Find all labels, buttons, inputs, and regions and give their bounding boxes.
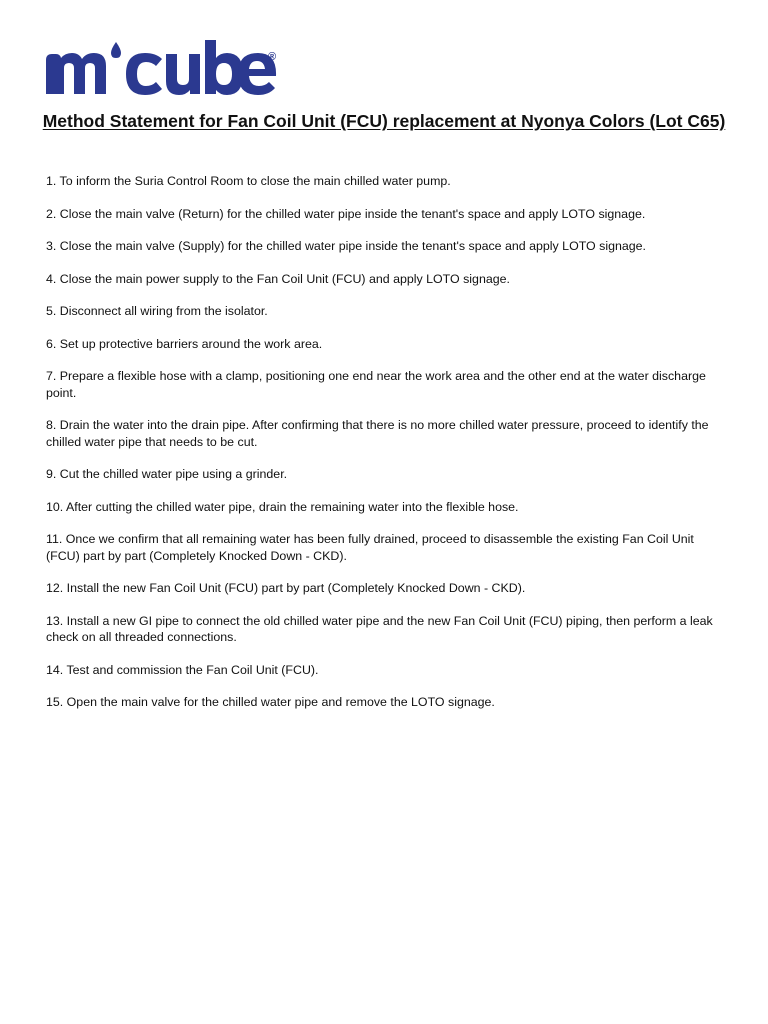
step-item: 5. Disconnect all wiring from the isolator.: [46, 304, 268, 318]
method-steps-list: [46, 173, 724, 727]
step-item: 11. Once we confirm that all remaining water has been fully drained, proceed to disassemble the existing Fan Coil Unit (FCU) part by part (Completely Knocked Down - CKD).: [46, 532, 694, 563]
registered-trademark-mark: ®: [268, 51, 277, 63]
step-item: 7. Prepare a flexible hose with a clamp, positioning one end near the work area and the other end at the water discharge point.: [46, 369, 706, 400]
document-title: Method Statement for Fan Coil Unit (FCU) replacement at Nyonya Colors (Lot C65): [42, 111, 726, 131]
step-item: 14. Test and commission the Fan Coil Unit (FCU).: [46, 662, 319, 677]
step-item: 15. Open the main valve for the chilled water pipe and remove the LOTO signage.: [46, 695, 495, 709]
step-item: 3. Close the main valve (Supply) for the chilled water pipe inside the tenant's space and apply LOTO signage.: [46, 239, 646, 253]
step-item: 13. Install a new GI pipe to connect the old chilled water pipe and the new Fan Coil Unit (FCU) piping, then perform a leak check on all threaded connections.: [46, 613, 713, 644]
step-item: 4. Close the main power supply to the Fan Coil Unit (FCU) and apply LOTO signage.: [46, 271, 510, 286]
step-item: 8. Drain the water into the drain pipe. After confirming that there is no more chilled water pressure, proceed to identify the chilled water pipe that needs to be cut.: [46, 418, 709, 449]
mcube-logo-graphic: [44, 36, 284, 100]
step-item: 1. To inform the Suria Control Room to close the main chilled water pump.: [46, 174, 451, 188]
step-item: 6. Set up protective barriers around the work area.: [46, 336, 323, 351]
mcube-logo: [44, 36, 284, 100]
step-item: 9. Cut the chilled water pipe using a grinder.: [46, 467, 288, 481]
step-item: 10. After cutting the chilled water pipe, drain the remaining water into the flexible hose.: [46, 499, 519, 514]
step-item: 2. Close the main valve (Return) for the chilled water pipe inside the tenant's space and apply LOTO signage.: [46, 206, 646, 221]
step-item: 12. Install the new Fan Coil Unit (FCU) part by part (Completely Knocked Down - CKD).: [46, 581, 526, 595]
